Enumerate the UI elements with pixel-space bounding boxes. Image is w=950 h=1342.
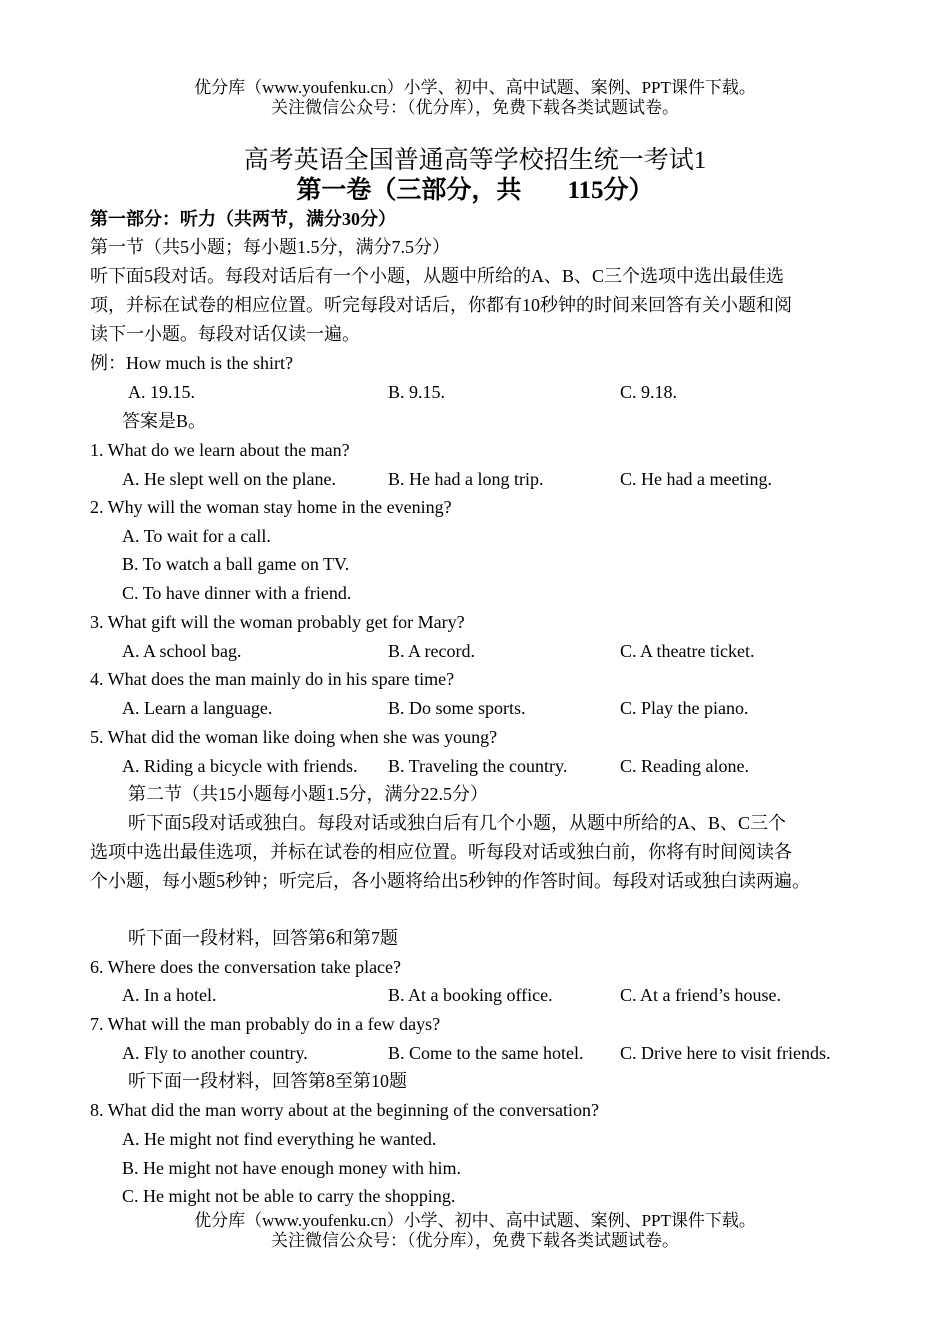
question-1-option-c: C. He had a meeting. [620, 469, 772, 489]
question-4-option-a: A. Learn a language. [122, 698, 273, 718]
header-line-1: 优分库（www.youfenku.cn）小学、初中、高中试题、案例、PPT课件下载。 [194, 78, 756, 97]
header-line-2: 关注微信公众号：（优分库），免费下载各类试题试卷。 [271, 98, 679, 117]
question-8-option-c: C. He might not be able to carry the shopping. [122, 1186, 456, 1206]
question-8: 8. What did the man worry about at the beginning of the conversation? [90, 1100, 600, 1120]
footer-line-1: 优分库（www.youfenku.cn）小学、初中、高中试题、案例、PPT课件下载。 [194, 1211, 756, 1230]
question-7: 7. What will the man probably do in a few days? [90, 1014, 441, 1034]
question-1-option-b: B. He had a long trip. [388, 469, 544, 489]
example-option-c: C. 9.18. [620, 382, 678, 402]
question-3: 3. What gift will the woman probably get for Mary? [90, 612, 465, 632]
question-6-option-a: A. In a hotel. [122, 985, 217, 1005]
example-option-b: B. 9.15. [388, 382, 446, 402]
question-5: 5. What did the woman like doing when she was young? [90, 727, 498, 747]
material-note-2: 听下面一段材料，回答第8至第10题 [128, 1071, 407, 1091]
footer-line-2: 关注微信公众号：（优分库），免费下载各类试题试卷。 [271, 1231, 679, 1250]
subtitle-left: 第一卷（三部分，共 [296, 177, 522, 204]
material-note-1: 听下面一段材料，回答第6和第7题 [128, 928, 398, 948]
question-8-option-a: A. He might not find everything he wanted. [122, 1129, 437, 1149]
exam-subtitle [0, 176, 950, 206]
question-7-option-b: B. Come to the same hotel. [388, 1043, 584, 1063]
question-2-option-c: C. To have dinner with a friend. [122, 583, 352, 603]
section2-heading: 第二节（共15小题每小题1.5分，满分22.5分） [128, 784, 488, 804]
question-7-option-c: C. Drive here to visit friends. [620, 1043, 831, 1063]
section2-instruction-line: 个小题，每小题5秒钟；听完后，各小题将给出5秒钟的作答时间。每段对话或独白读两遍。 [90, 871, 810, 891]
question-1-option-a: A. He slept well on the plane. [122, 469, 336, 489]
question-6-option-c: C. At a friend’s house. [620, 985, 781, 1005]
section1-instruction-line: 读下一小题。每段对话仅读一遍。 [90, 324, 360, 344]
question-8-option-b: B. He might not have enough money with him. [122, 1158, 461, 1178]
example-option-a: A. 19.15. [128, 382, 195, 402]
question-6: 6. Where does the conversation take place? [90, 957, 402, 977]
question-3-option-b: B. A record. [388, 641, 475, 661]
question-2-option-a: A. To wait for a call. [122, 526, 271, 546]
question-7-option-a: A. Fly to another country. [122, 1043, 308, 1063]
question-1: 1. What do we learn about the man? [90, 440, 350, 460]
section1-instruction-line: 听下面5段对话。每段对话后有一个小题，从题中所给的A、B、C三个选项中选出最佳选 [90, 266, 785, 286]
question-5-option-a: A. Riding a bicycle with friends. [122, 756, 358, 776]
example-question: 例：How much is the shirt? [90, 353, 293, 373]
question-5-option-c: C. Reading alone. [620, 756, 749, 776]
question-4-option-b: B. Do some sports. [388, 698, 526, 718]
subtitle-right: 115分） [567, 177, 654, 204]
question-4: 4. What does the man mainly do in his spare time? [90, 669, 455, 689]
example-answer: 答案是B。 [122, 411, 207, 431]
question-2-option-b: B. To watch a ball game on TV. [122, 554, 350, 574]
question-4-option-c: C. Play the piano. [620, 698, 749, 718]
question-2: 2. Why will the woman stay home in the evening? [90, 497, 452, 517]
exam-title: 高考英语全国普通高等学校招生统一考试1 [243, 147, 707, 174]
question-3-option-a: A. A school bag. [122, 641, 242, 661]
section1-instruction-line: 项，并标在试卷的相应位置。听完每段对话后，你都有10秒钟的时间来回答有关小题和阅 [90, 295, 792, 315]
section2-instruction-line: 选项中选出最佳选项，并标在试卷的相应位置。听每段对话或独白前，你将有时间阅读各 [90, 842, 792, 862]
question-6-option-b: B. At a booking office. [388, 985, 553, 1005]
question-5-option-b: B. Traveling the country. [388, 756, 568, 776]
section2-instruction-line: 听下面5段对话或独白。每段对话或独白后有几个小题，从题中所给的A、B、C三个 [128, 813, 787, 833]
question-3-option-c: C. A theatre ticket. [620, 641, 755, 661]
part1-heading: 第一部分：听力（共两节，满分30分） [90, 209, 396, 229]
section1-heading: 第一节（共5小题；每小题1.5分，满分7.5分） [90, 237, 450, 257]
